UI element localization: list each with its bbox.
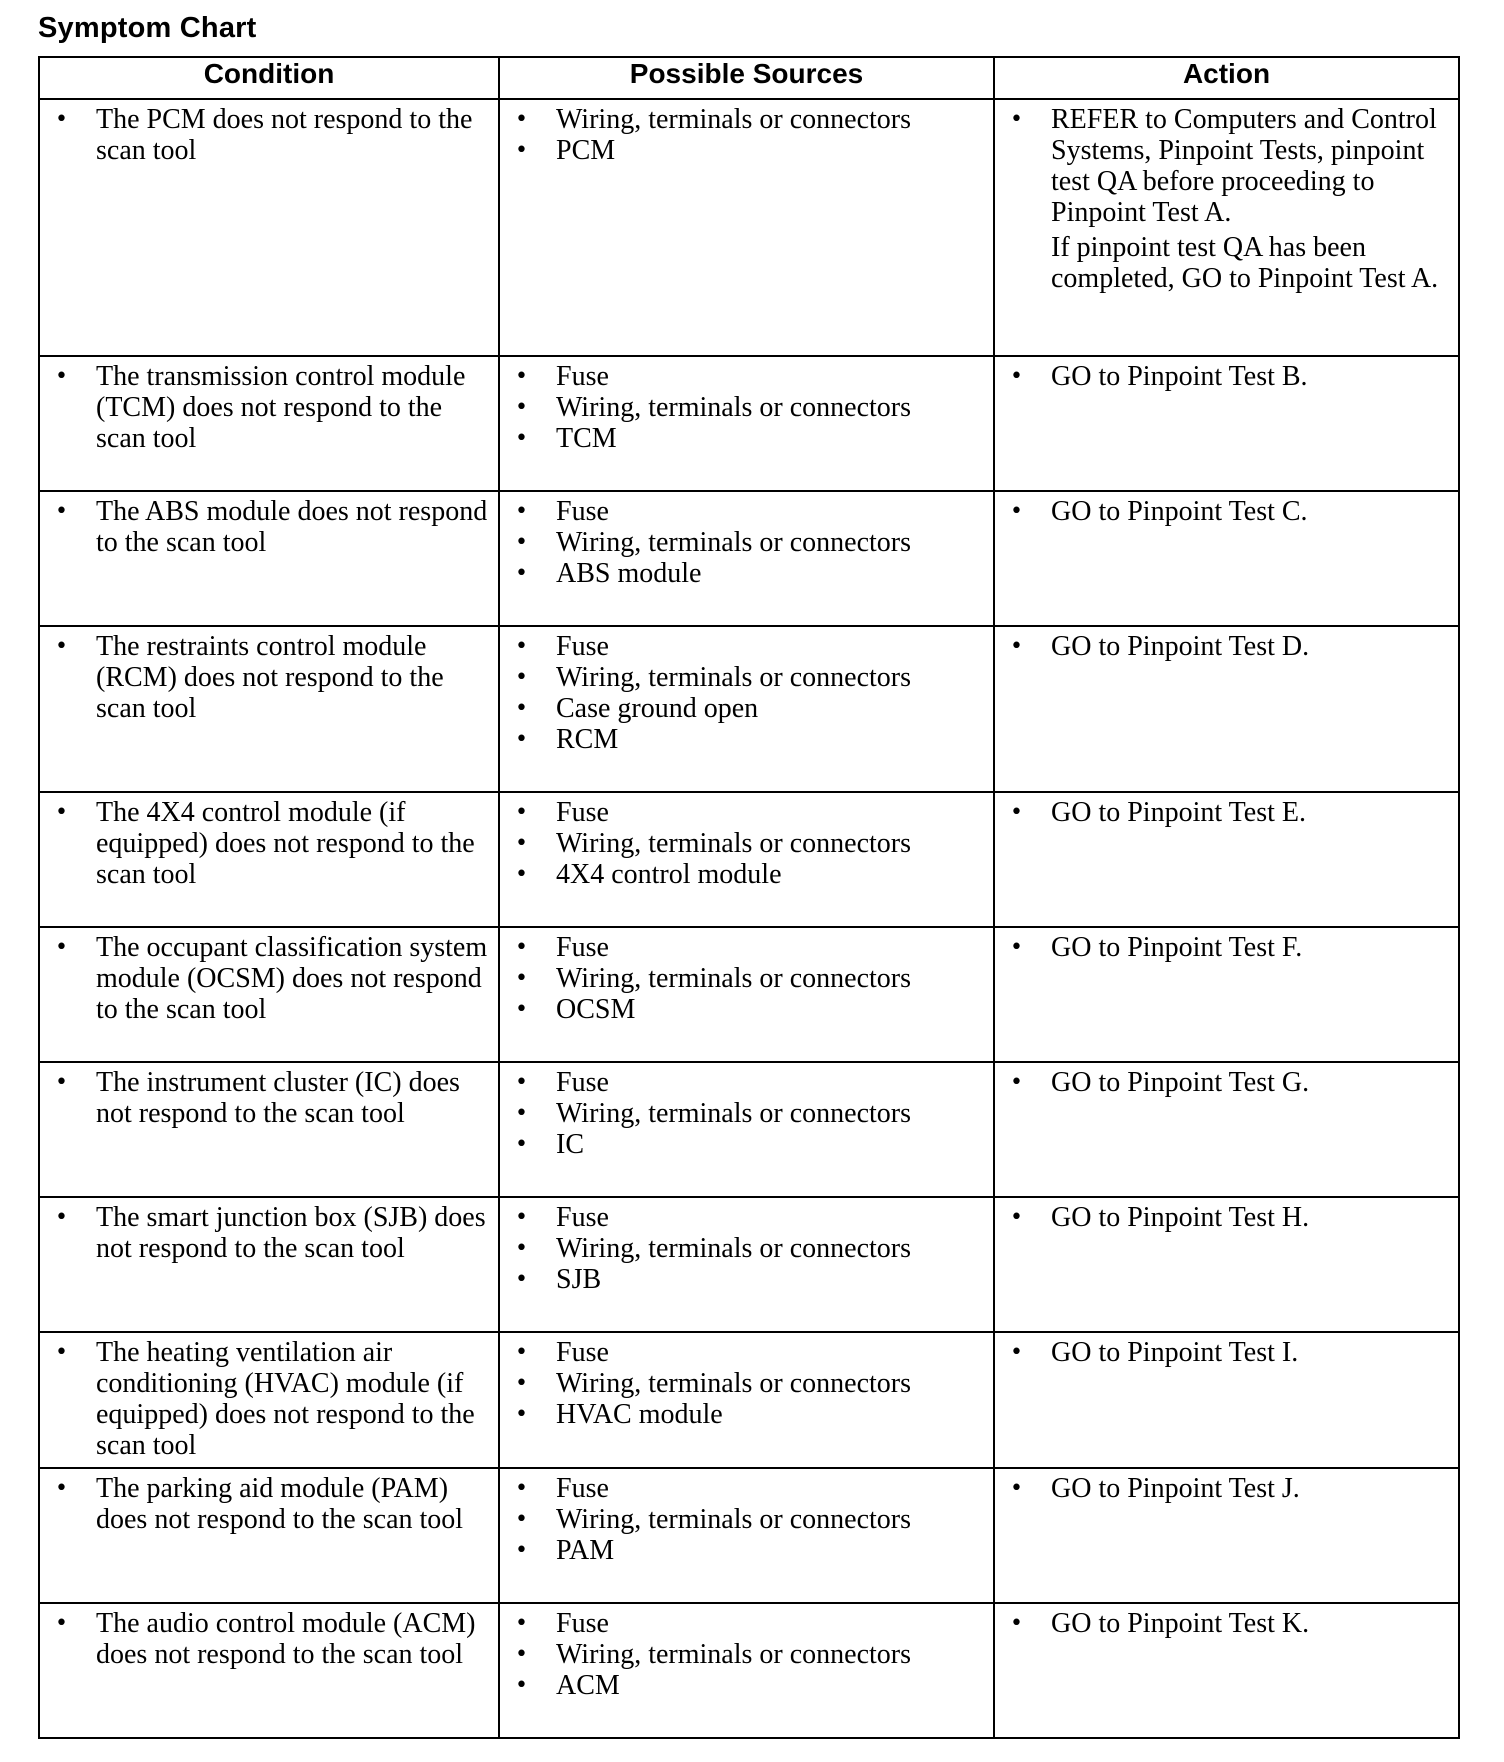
source-text: PCM [556, 135, 616, 166]
source-text: Fuse [556, 797, 609, 828]
bullet-icon: • [515, 1340, 528, 1365]
source-text: Fuse [556, 932, 609, 963]
source-item [508, 963, 987, 994]
table-body [39, 99, 1459, 1738]
bullet-icon: • [55, 800, 68, 825]
action-cell [994, 1603, 1459, 1738]
table-row [39, 1603, 1459, 1738]
source-item [508, 1233, 987, 1264]
action-cell [994, 626, 1459, 792]
possible-sources-cell [499, 927, 994, 1062]
bullet-icon: • [55, 935, 68, 960]
action-item [1003, 932, 1452, 963]
condition-cell [39, 1468, 499, 1603]
possible-sources-cell [499, 1062, 994, 1197]
condition-cell [39, 491, 499, 626]
source-text: ACM [556, 1670, 620, 1701]
condition-item [48, 631, 492, 724]
condition-item [48, 496, 492, 558]
source-text: IC [556, 1129, 584, 1160]
bullet-icon: • [515, 1538, 528, 1563]
source-text: RCM [556, 724, 619, 755]
action-cell [994, 99, 1459, 356]
action-cell [994, 1197, 1459, 1332]
source-item [508, 1202, 987, 1233]
bullet-icon: • [515, 1101, 528, 1126]
table-row [39, 356, 1459, 491]
condition-text: The audio control module (ACM) does not respond to the scan tool [96, 1608, 476, 1670]
condition-text: The 4X4 control module (if equipped) does not respond to the scan tool [96, 797, 475, 890]
bullet-icon: • [515, 364, 528, 389]
source-item [508, 631, 987, 662]
bullet-icon: • [515, 1205, 528, 1230]
table-row [39, 1332, 1459, 1468]
action-cell [994, 1062, 1459, 1197]
bullet-icon: • [1010, 499, 1023, 524]
bullet-icon: • [515, 1673, 528, 1698]
condition-text: The transmission control module (TCM) does not respond to the scan tool [96, 361, 466, 454]
bullet-icon: • [515, 634, 528, 659]
action-cell [994, 792, 1459, 927]
bullet-icon: • [1010, 634, 1023, 659]
bullet-icon: • [515, 107, 528, 132]
action-item [1003, 797, 1452, 828]
source-item [508, 1399, 987, 1430]
possible-sources-cell [499, 1197, 994, 1332]
bullet-icon: • [515, 1611, 528, 1636]
bullet-icon: • [515, 1371, 528, 1396]
source-item [508, 662, 987, 693]
condition-text: The smart junction box (SJB) does not respond to the scan tool [96, 1202, 486, 1264]
bullet-icon: • [1010, 1611, 1023, 1636]
condition-text: The ABS module does not respond to the scan tool [96, 496, 488, 558]
bullet-icon: • [55, 499, 68, 524]
action-text: GO to Pinpoint Test G. [1051, 1067, 1310, 1098]
source-text: Fuse [556, 1337, 609, 1368]
bullet-icon: • [515, 800, 528, 825]
action-item [1003, 1608, 1452, 1639]
source-text: Fuse [556, 1202, 609, 1233]
source-text: Fuse [556, 1473, 609, 1504]
bullet-icon: • [515, 696, 528, 721]
source-item [508, 828, 987, 859]
action-text: GO to Pinpoint Test K. [1051, 1608, 1310, 1639]
bullet-icon: • [515, 862, 528, 887]
source-item [508, 1608, 987, 1639]
source-text: Fuse [556, 1608, 609, 1639]
condition-item [48, 932, 492, 1025]
chart-title: Symptom Chart [38, 12, 257, 44]
source-text: SJB [556, 1264, 602, 1295]
condition-cell [39, 927, 499, 1062]
condition-text: The restraints control module (RCM) does not respond to the scan tool [96, 631, 444, 724]
condition-cell [39, 626, 499, 792]
source-text: Fuse [556, 361, 609, 392]
source-item [508, 496, 987, 527]
action-item [1003, 1337, 1452, 1368]
action-item [1003, 361, 1452, 392]
action-text: GO to Pinpoint Test E. [1051, 797, 1306, 828]
source-text: Wiring, terminals or connectors [556, 1504, 911, 1535]
condition-text: The occupant classification system module (OCSM) does not respond to the scan tool [96, 932, 488, 1025]
condition-item [48, 104, 492, 166]
bullet-icon: • [515, 1236, 528, 1261]
source-item [508, 859, 987, 890]
source-item [508, 1337, 987, 1368]
action-text: REFER to Computers and Control Systems, Pinpoint Tests, pinpoint test QA before proceeding to Pinpoint Test A. [1051, 104, 1437, 228]
action-item [1003, 1067, 1452, 1098]
source-text: OCSM [556, 994, 636, 1025]
action-cell [994, 927, 1459, 1062]
source-item [508, 558, 987, 589]
source-item [508, 693, 987, 724]
table-row [39, 99, 1459, 356]
bullet-icon: • [1010, 1205, 1023, 1230]
source-item [508, 104, 987, 135]
condition-text: The heating ventilation air conditioning (HVAC) module (if equipped) does not respond to the scan tool [96, 1337, 475, 1461]
condition-item [48, 361, 492, 454]
bullet-icon: • [515, 1267, 528, 1292]
source-text: Wiring, terminals or connectors [556, 1098, 911, 1129]
condition-item [48, 1337, 492, 1461]
bullet-icon: • [1010, 107, 1023, 132]
bullet-icon: • [515, 561, 528, 586]
column-header-possible-sources: Possible Sources [499, 57, 994, 99]
bullet-icon: • [515, 727, 528, 752]
bullet-icon: • [55, 1340, 68, 1365]
table-row [39, 491, 1459, 626]
bullet-icon: • [515, 1507, 528, 1532]
source-item [508, 1535, 987, 1566]
action-cell [994, 491, 1459, 626]
action-text: GO to Pinpoint Test J. [1051, 1473, 1300, 1504]
possible-sources-cell [499, 792, 994, 927]
source-text: Wiring, terminals or connectors [556, 1233, 911, 1264]
condition-cell [39, 356, 499, 491]
bullet-icon: • [515, 1132, 528, 1157]
condition-item [48, 1067, 492, 1129]
action-cell [994, 356, 1459, 491]
condition-cell [39, 99, 499, 356]
condition-text: The parking aid module (PAM) does not respond to the scan tool [96, 1473, 464, 1535]
source-text: Wiring, terminals or connectors [556, 392, 911, 423]
action-text: GO to Pinpoint Test I. [1051, 1337, 1299, 1368]
source-text: Wiring, terminals or connectors [556, 828, 911, 859]
action-cell [994, 1468, 1459, 1603]
bullet-icon: • [515, 966, 528, 991]
action-text: GO to Pinpoint Test H. [1051, 1202, 1310, 1233]
column-header-condition: Condition [39, 57, 499, 99]
table-row [39, 1468, 1459, 1603]
action-item [1003, 104, 1452, 294]
bullet-icon: • [515, 935, 528, 960]
symptom-chart-table [38, 56, 1460, 1739]
action-text: GO to Pinpoint Test B. [1051, 361, 1308, 392]
source-text: Case ground open [556, 693, 759, 724]
source-text: Wiring, terminals or connectors [556, 963, 911, 994]
source-item [508, 994, 987, 1025]
source-item [508, 1098, 987, 1129]
action-item [1003, 1202, 1452, 1233]
condition-text: The instrument cluster (IC) does not respond to the scan tool [96, 1067, 460, 1129]
source-item [508, 423, 987, 454]
source-item [508, 1264, 987, 1295]
bullet-icon: • [515, 426, 528, 451]
possible-sources-cell [499, 99, 994, 356]
possible-sources-cell [499, 1603, 994, 1738]
bullet-icon: • [55, 1476, 68, 1501]
source-item [508, 1067, 987, 1098]
bullet-icon: • [515, 395, 528, 420]
source-text: PAM [556, 1535, 615, 1566]
table-row [39, 626, 1459, 792]
possible-sources-cell [499, 626, 994, 792]
source-item [508, 361, 987, 392]
condition-item [48, 797, 492, 890]
possible-sources-cell [499, 356, 994, 491]
source-item [508, 932, 987, 963]
source-item [508, 1129, 987, 1160]
bullet-icon: • [1010, 1070, 1023, 1095]
source-item [508, 1368, 987, 1399]
source-text: Wiring, terminals or connectors [556, 527, 911, 558]
source-item [508, 392, 987, 423]
action-item [1003, 496, 1452, 527]
source-text: Wiring, terminals or connectors [556, 104, 911, 135]
bullet-icon: • [515, 499, 528, 524]
bullet-icon: • [1010, 800, 1023, 825]
bullet-icon: • [515, 1402, 528, 1427]
bullet-icon: • [515, 530, 528, 555]
possible-sources-cell [499, 1332, 994, 1468]
possible-sources-cell [499, 1468, 994, 1603]
source-text: ABS module [556, 558, 702, 589]
condition-item [48, 1202, 492, 1264]
table-row [39, 927, 1459, 1062]
source-text: Fuse [556, 496, 609, 527]
condition-cell [39, 1062, 499, 1197]
source-item [508, 527, 987, 558]
source-item [508, 1473, 987, 1504]
condition-item [48, 1608, 492, 1670]
source-text: HVAC module [556, 1399, 723, 1430]
source-item [508, 1670, 987, 1701]
condition-item [48, 1473, 492, 1535]
source-text: Wiring, terminals or connectors [556, 1368, 911, 1399]
source-text: 4X4 control module [556, 859, 782, 890]
condition-cell [39, 1197, 499, 1332]
action-text: GO to Pinpoint Test F. [1051, 932, 1303, 963]
bullet-icon: • [55, 1070, 68, 1095]
bullet-icon: • [515, 138, 528, 163]
possible-sources-cell [499, 491, 994, 626]
bullet-icon: • [55, 1205, 68, 1230]
bullet-icon: • [1010, 1476, 1023, 1501]
source-item [508, 135, 987, 166]
bullet-icon: • [55, 107, 68, 132]
bullet-icon: • [1010, 935, 1023, 960]
condition-cell [39, 792, 499, 927]
source-text: Wiring, terminals or connectors [556, 662, 911, 693]
bullet-icon: • [515, 997, 528, 1022]
bullet-icon: • [55, 364, 68, 389]
condition-text: The PCM does not respond to the scan tool [96, 104, 473, 166]
action-text: GO to Pinpoint Test D. [1051, 631, 1310, 662]
action-text: GO to Pinpoint Test C. [1051, 496, 1308, 527]
action-item [1003, 631, 1452, 662]
action-text: If pinpoint test QA has been completed, GO to Pinpoint Test A. [1051, 232, 1439, 294]
bullet-icon: • [515, 1070, 528, 1095]
header-row [39, 57, 1459, 99]
source-item [508, 1504, 987, 1535]
column-header-action: Action [994, 57, 1459, 99]
bullet-icon: • [1010, 364, 1023, 389]
bullet-icon: • [515, 1642, 528, 1667]
table-row [39, 1062, 1459, 1197]
source-text: Fuse [556, 1067, 609, 1098]
source-item [508, 797, 987, 828]
source-item [508, 724, 987, 755]
bullet-icon: • [515, 831, 528, 856]
condition-cell [39, 1603, 499, 1738]
bullet-icon: • [1010, 1340, 1023, 1365]
bullet-icon: • [55, 1611, 68, 1636]
bullet-icon: • [55, 634, 68, 659]
table-row [39, 1197, 1459, 1332]
source-text: Fuse [556, 631, 609, 662]
bullet-icon: • [515, 1476, 528, 1501]
bullet-icon: • [515, 665, 528, 690]
condition-cell [39, 1332, 499, 1468]
table-row [39, 792, 1459, 927]
source-item [508, 1639, 987, 1670]
action-cell [994, 1332, 1459, 1468]
source-text: Wiring, terminals or connectors [556, 1639, 911, 1670]
source-text: TCM [556, 423, 617, 454]
action-item [1003, 1473, 1452, 1504]
